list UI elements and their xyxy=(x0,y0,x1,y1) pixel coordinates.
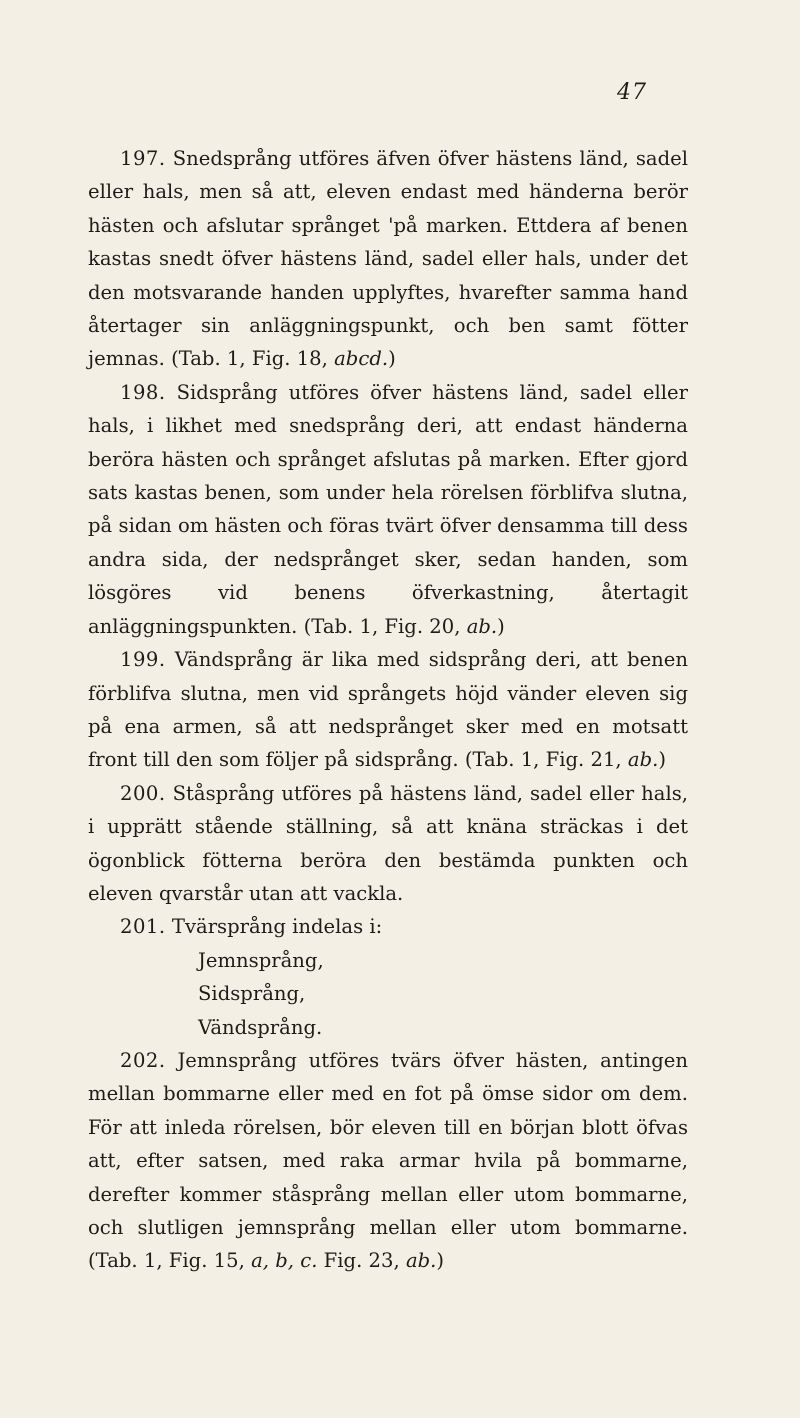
paragraph-text: Vändsprång är lika med sidsprång deri, att benen förblifva slutna, men vid språngets höjd vänder eleven sig på ena armen, så att nedsprånget sker med en motsatt front till den som följer på sidsprång. (Tab. 1, Fig. 21, xyxy=(88,648,688,772)
paragraph-198 xyxy=(88,376,688,643)
paragraph-number: 197. xyxy=(120,147,166,170)
paragraph-201 xyxy=(88,910,688,943)
jump-type-list xyxy=(88,944,688,1044)
paragraph-text: Tvärsprång indelas i: xyxy=(171,915,383,939)
figure-reference: abcd. xyxy=(334,347,389,371)
paragraph-text: Ståsprång utföres på hästens länd, sadel eller hals, i upprätt stående ställning, så att knäna sträckas i det ögonblick fötterna beröra den bestämda punkten och eleven qvarstår utan att vackla. xyxy=(88,781,688,905)
paragraph-text: Sidsprång utföres öfver hästens länd, sadel eller hals, i likhet med snedsprång deri, att endast händerna beröra hästen och språnget afslutas på marken. Efter gjord sats kastas benen, som under hela rörelsen förblifva slutna, på sidan om hästen och föras tvärt öfver densamma till dess andra sida, der nedsprånget sker, sedan handen, som lösgöres vid benens öfverkastning, återtagit anläggningspunkten. (Tab. 1, Fig. 20, xyxy=(88,380,688,638)
paragraph-number: 201. xyxy=(120,915,166,939)
list-item: Jemnsprång, xyxy=(198,948,324,972)
paragraph-199 xyxy=(88,643,688,777)
paragraph-text: Jemnsprång utföres tvärs öfver hästen, antingen mellan bommarne eller med en fot på ömse sidor om dem. För att inleda rörelsen, bör eleven till en början blott öfvas att, efter satsen, med raka armar hvila på bommarne, derefter kommer ståsprång mellan eller utom bommarne, och slutligen jemnsprång mellan eller utom bommarne. (Tab. 1, Fig. 15, xyxy=(88,1048,688,1273)
list-item: Sidsprång, xyxy=(198,982,306,1006)
paragraph-number: 200. xyxy=(120,781,166,805)
paragraph-200 xyxy=(88,777,688,911)
figure-reference: c. xyxy=(300,1249,318,1273)
paragraph-number: 198. xyxy=(120,380,166,404)
paragraph-text: Fig. 23, xyxy=(323,1249,400,1273)
closing-paren: ) xyxy=(436,1249,445,1273)
closing-paren: ) xyxy=(388,347,396,371)
figure-reference: ab. xyxy=(405,1249,437,1273)
closing-paren: ) xyxy=(658,748,667,772)
figure-reference: b, xyxy=(275,1249,294,1273)
page-number: 47 xyxy=(617,80,647,105)
paragraph-197 xyxy=(88,142,688,376)
paragraph-number: 199. xyxy=(120,648,166,672)
page-body xyxy=(88,142,688,1278)
paragraph-202 xyxy=(88,1044,688,1278)
figure-reference: ab. xyxy=(466,614,498,638)
paragraph-number: 202. xyxy=(120,1048,166,1072)
list-item: Vändsprång. xyxy=(198,1015,323,1039)
figure-reference: ab. xyxy=(627,748,659,772)
closing-paren: ) xyxy=(497,614,505,638)
paragraph-text: Snedsprång utföres äfven öfver hästens länd, sadel eller hals, men så att, eleven endast med händerna berör hästen och afslutar språnget 'på marken. Ettdera af benen kastas snedt öfver hästens länd, sadel eller hals, under det den motsvarande handen upplyftes, hvarefter samma hand återtager sin anläggningspunkt, och ben samt fötter jemnas. (Tab. 1, Fig. 18, xyxy=(88,147,688,371)
figure-reference: a, xyxy=(251,1249,269,1273)
